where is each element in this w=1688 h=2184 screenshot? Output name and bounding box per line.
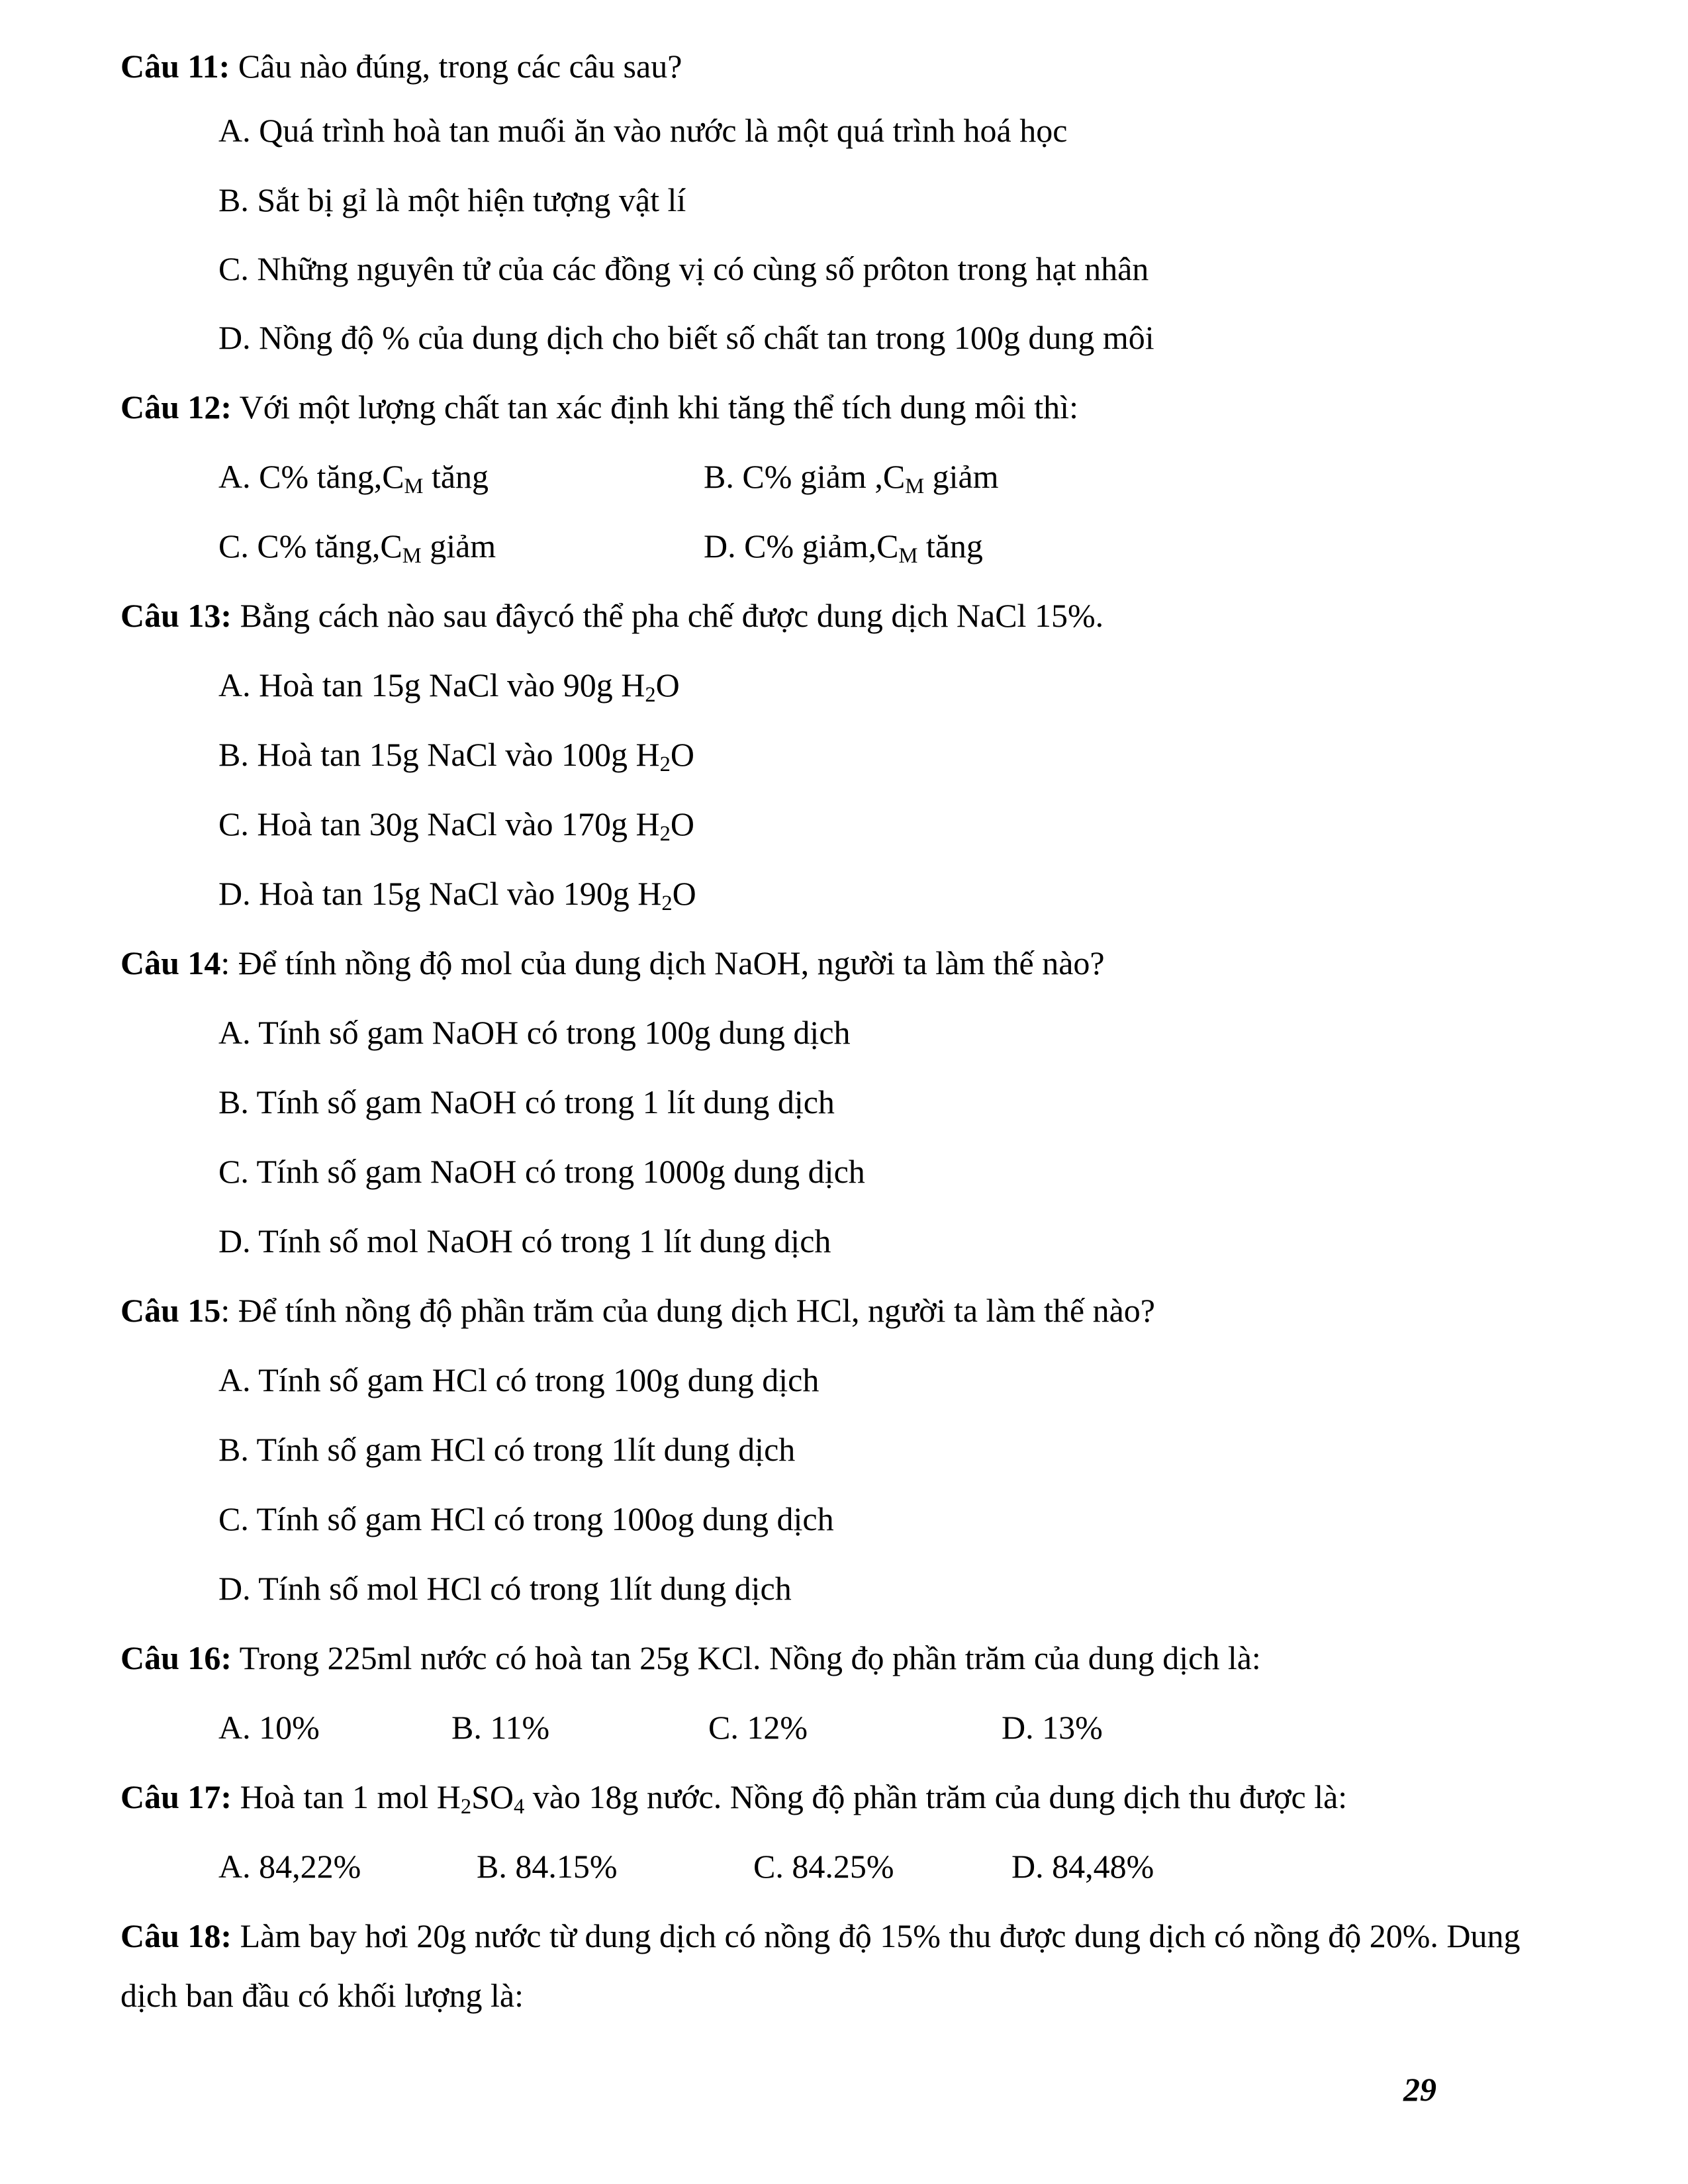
question-label: Câu 11: [120,48,230,85]
question-stem: Với một lượng chất tan xác định khi tăng thể tích dung môi thì: [232,388,1078,426]
option-c: C. Tính số gam NaOH có trong 1000g dung dịch [218,1153,865,1190]
options-row [0,457,1688,499]
question-label: Câu 18: [120,1917,232,1954]
question-label: Câu 17: [120,1778,232,1815]
question-stem: Bằng cách nào sau đâycó thể pha chế được dung dịch NaCl 15%. [232,597,1104,634]
option-a: A. Tính số gam NaOH có trong 100g dung dịch [218,1014,851,1051]
question-label: Câu 15 [120,1292,221,1329]
options-row [0,1846,1688,1886]
option-b: B. Tính số gam NaOH có trong 1 lít dung dịch [218,1083,835,1120]
option-c: C. Hoà tan 30g NaCl vào 170g $H_2O$ [218,805,694,846]
option-a: A. Hoà tan 15g NaCl vào 90g $H_2O$ [218,666,680,707]
question-label: Câu 13: [120,597,232,634]
question-stem: : Để tính nồng độ mol của dung dịch NaOH, người ta làm thế nào? [220,944,1105,981]
option-d: D. Nồng độ % của dung dịch cho biết số chất tan trong 100g dung môi [218,319,1154,356]
option-c: C. 84.25% [753,1848,894,1885]
question-stem-continued: dịch ban đầu có khối lượng là: [120,1977,524,2014]
option-d: D. 84,48% [1011,1848,1154,1885]
option-a: A. Quá trình hoà tan muối ăn vào nước là một quá trình hoá học [218,112,1068,149]
option-b: B. Hoà tan 15g NaCl vào 100g $H_2O$ [218,736,694,777]
option-b: B. 84.15% [477,1848,618,1885]
option-b: B. Sắt bị gỉ là một hiện tượng vật lí [218,181,686,218]
option-b: B. C% giảm $,C_M$ giảm [704,458,999,499]
question-12 [120,387,1078,427]
option-c: C. C% $tăng,C_M$ giảm [218,527,496,569]
option-d: D. Tính số mol HCl có trong 1lít dung dịch [218,1570,792,1607]
question-stem: Trong 225ml nước có hoà tan 25g KCl. Nồng đọ phần trăm của dung dịch là: [232,1639,1261,1676]
page-number: 29 [1403,2071,1436,2108]
option-c: C. Tính số gam HCl có trong 100og dung dịch [218,1500,834,1537]
option-a: A. C% $tăng,C_M$ tăng [218,458,489,499]
option-c: C. Những nguyên tử của các đồng vị có cùng số prôton trong hạt nhân [218,250,1149,287]
question-label: Câu 14 [120,944,221,981]
question-label: Câu 16: [120,1639,232,1676]
question-label: Câu 12: [120,388,232,426]
option-a: A. Tính số gam HCl có trong 100g dung dịch [218,1361,820,1398]
option-b: B. Tính số gam HCl có trong 1lít dung dịch [218,1431,796,1468]
option-d: D. Tính số mol NaOH có trong 1 lít dung dịch [218,1222,831,1259]
question-13 [120,596,1103,635]
question-stem: Làm bay hơi 20g nước từ dung dịch có nồng độ 15% thu được dung dịch có nồng độ 20%. Dung [232,1917,1521,1954]
option-a: A. 84,22% [218,1848,361,1885]
option-d: D. Hoà tan 15g NaCl vào 190g $H_2O$ [218,875,696,916]
question-14 [120,943,1105,983]
question-stem: Hoà tan 1 mol $H_2SO_4$ vào 18g nước. Nồng độ phần trăm của dung dịch thu được là: [232,1778,1348,1819]
question-stem: Câu nào đúng, trong các câu sau? [230,48,682,85]
options-row [0,526,1688,569]
question-15 [120,1291,1155,1330]
question-16 [120,1638,1261,1678]
question-17 [120,1777,1347,1817]
question-stem: : Để tính nồng độ phần trăm của dung dịch HCl, người ta làm thế nào? [220,1292,1155,1329]
option-c: C. 12% [708,1709,808,1746]
option-d: D. 13% [1002,1709,1103,1746]
question-18 [120,1916,1521,1956]
options-row [0,1707,1688,1747]
option-b: B. 11% [451,1709,550,1746]
question-11 [120,46,682,86]
option-d: D. C% $giảm,C_M$ tăng [704,527,983,569]
option-a: A. 10% [218,1709,320,1746]
